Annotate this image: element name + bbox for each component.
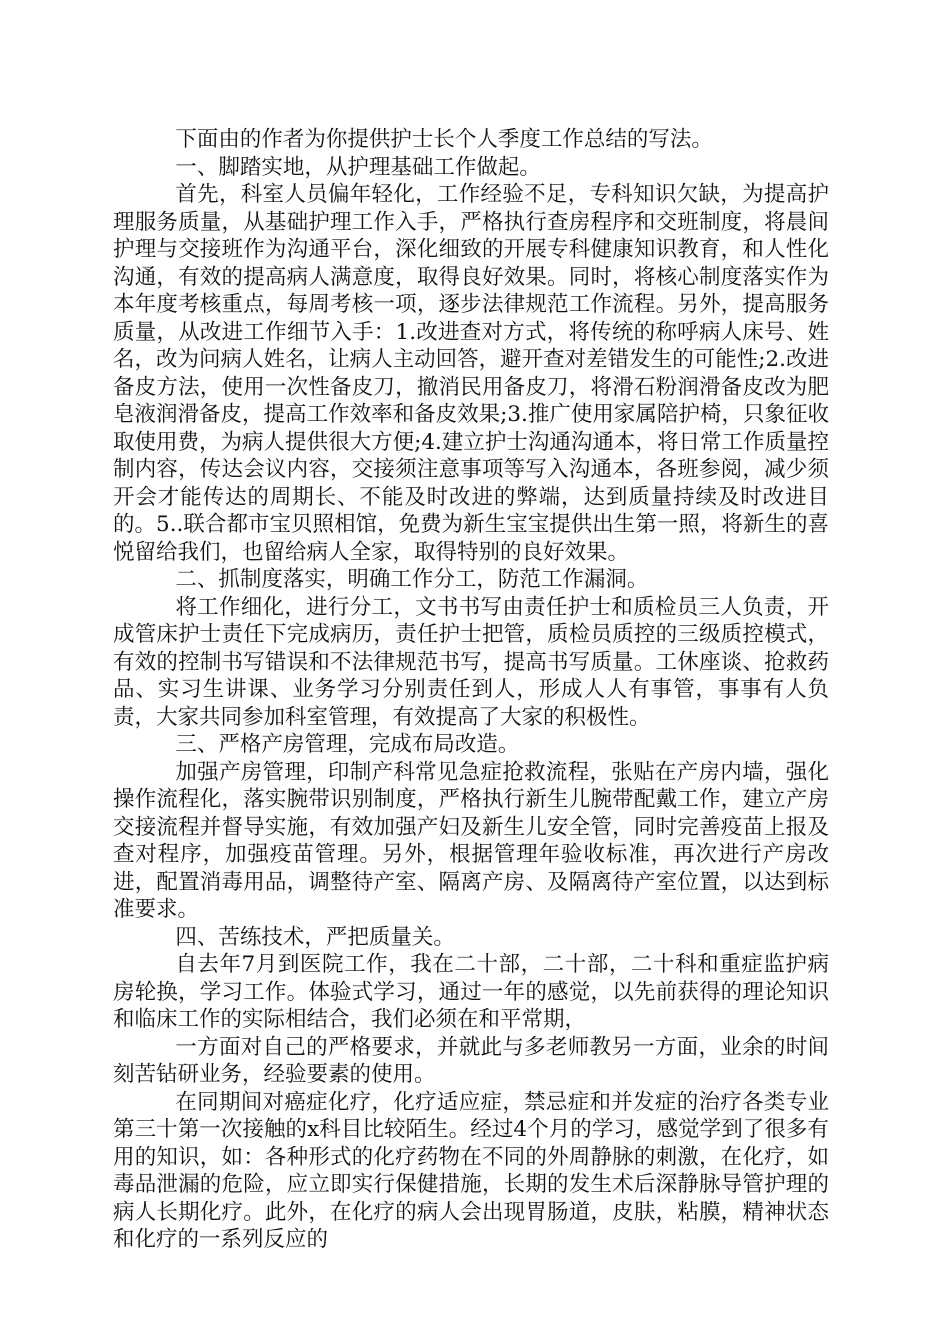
body-paragraph: 将工作细化，进行分工，文书书写由责任护士和质检员三人负责，开成管床护士责任下完成病历，责任护士把管，质检员质控的三级质控模式，有效的控制书写错误和不法律规范书写，提高书写质量。工休座谈、抢救药品、实习生讲课、业务学习分别责任到人，形成人人有事管，事事有人负责，大家共同参加科室管理，有效提高了大家的积极性。 <box>113 594 829 730</box>
section-heading-3: 三、严格产房管理，完成布局改造。 <box>175 732 520 757</box>
body-paragraph: 一方面对自己的严格要求，并就此与多老师教另一方面，业余的时间刻苦钻研业务，经验要素的使用。 <box>113 1034 829 1087</box>
document-body <box>113 126 829 1254</box>
section-heading-1: 一、脚踏实地，从护理基础工作做起。 <box>175 154 541 180</box>
body-paragraph: 自去年7月到医院工作，我在二十部，二十部，二十科和重症监护病房轮换，学习工作。体验式学习，通过一年的感觉，以先前获得的理论知识和临床工作的实际相结合，我们必须在和平常期， <box>113 952 829 1032</box>
intro-paragraph: 下面由的作者为你提供护士长个人季度工作总结的写法。 <box>175 127 713 152</box>
body-paragraph: 加强产房管理，印制产科常见急症抢救流程，张贴在产房内墙，强化操作流程化，落实腕带识别制度，严格执行新生儿腕带配戴工作，建立产房交接流程并督导实施，有效加强产妇及新生儿安全管，同时完善疫苗上报及查对程序，加强疫苗管理。另外，根据管理年验收标准，再次进行产房改进，配置消毒用品，调整待产室、隔离产房、及隔离待产室位置，以达到标准要求。 <box>113 759 829 922</box>
body-paragraph: 在同期间对癌症化疗，化疗适应症，禁忌症和并发症的治疗各类专业第三十第一次接触的x科目比较陌生。经过4个月的学习，感觉学到了很多有用的知识，如：各种形式的化疗药物在不同的外周静脉的刺激，在化疗，如毒品泄漏的危险，应立即实行保健措施，长期的发生术后深静脉导管护理的病人长期化疗。此外，在化疗的病人会出现胃肠道，皮肤，粘膜，精神状态和化疗的一系列反应的 <box>113 1089 829 1252</box>
section-heading-2: 二、抓制度落实，明确工作分工，防范工作漏洞。 <box>175 567 649 592</box>
body-paragraph: 首先，科室人员偏年轻化，工作经验不足，专科知识欠缺，为提高护理服务质量，从基础护理工作入手，严格执行查房程序和交班制度，将晨间护理与交接班作为沟通平台，深化细致的开展专科健康知识教育，和人性化沟通，有效的提高病人满意度，取得良好效果。同时，将核心制度落实作为本年度考核重点，每周考核一项，逐步法律规范工作流程。另外，提高服务质量，从改进工作细节入手：1.改进查对方式，将传统的称呼病人床号、姓名，改为问病人姓名，让病人主动回答，避开查对差错发生的可能性;2.改进备皮方法，使用一次性备皮刀，撤消民用备皮刀，将滑石粉润滑备皮改为肥皂液润滑备皮，提高工作效率和备皮效果;3.推广使用家属陪护椅，只象征收取使用费，为病人提供很大方便;4.建立护士沟通沟通本，将日常工作质量控制内容，传达会议内容，交接须注意事项等写入沟通本，各班参阅，减少须开会才能传达的周期长、不能及时改进的弊端，达到质量持续及时改进目的。5..联合都市宝贝照相馆，免费为新生宝宝提供出生第一照，将新生的喜悦留给我们，也留给病人全家，取得特别的良好效果。 <box>113 182 829 565</box>
section-heading-4: 四、苦练技术，严把质量关。 <box>175 924 455 950</box>
